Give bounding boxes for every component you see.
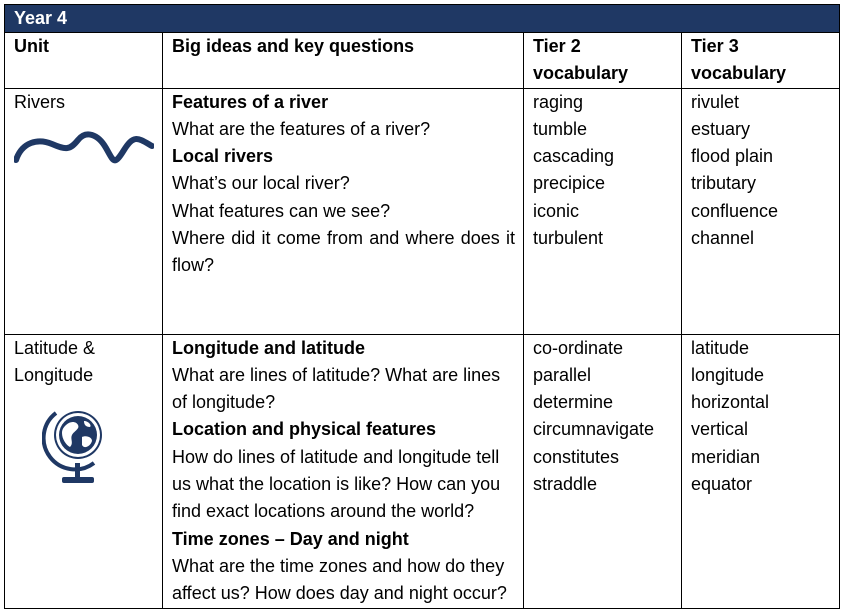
tier3-word: horizontal [691, 392, 770, 413]
unit-label: Longitude [14, 364, 94, 385]
title-row [5, 5, 840, 33]
tier3-word: latitude [691, 337, 750, 358]
unit-cell [5, 334, 163, 608]
tier2-word: constitutes [533, 446, 620, 467]
idea-heading: Local rivers [172, 146, 274, 167]
tier3-word: tributary [691, 173, 757, 194]
tier3-word: longitude [691, 364, 765, 385]
idea-question: What are the features of a river? [172, 118, 431, 139]
tier2-cell [524, 88, 682, 334]
idea-question: What features can we see? [172, 200, 391, 221]
header-row [5, 33, 840, 89]
tier3-word: estuary [691, 118, 751, 139]
big-ideas-cell [163, 334, 524, 608]
tier2-word: turbulent [533, 228, 604, 249]
unit-cell [5, 88, 163, 334]
tier3-word: flood plain [691, 146, 774, 167]
header-tier2: Tier 2 vocabulary [524, 33, 682, 89]
table-title: Year 4 [5, 5, 840, 33]
idea-heading: Location and physical features [172, 419, 437, 440]
tier2-word: iconic [533, 200, 580, 221]
tier2-word: precipice [533, 173, 606, 194]
idea-heading: Time zones – Day and night [172, 528, 409, 549]
tier2-word: straddle [533, 474, 598, 495]
tier2-word: tumble [533, 118, 588, 139]
big-ideas-cell [163, 88, 524, 334]
globe-icon [42, 401, 112, 489]
tier3-word: meridian [691, 446, 761, 467]
unit-label: Rivers [14, 91, 66, 112]
table-row [5, 334, 840, 608]
tier3-cell [682, 334, 840, 608]
idea-question: What are lines of latitude? What are lines of longitude? [172, 364, 501, 413]
tier2-word: cascading [533, 146, 615, 167]
idea-heading: Features of a river [172, 91, 329, 112]
tier3-word: rivulet [691, 91, 740, 112]
tier2-word: determine [533, 392, 614, 413]
river-icon [14, 128, 154, 168]
unit-label: Latitude & [14, 337, 96, 358]
year4-vocabulary-table [4, 4, 840, 609]
idea-question: Where did it come from and where does it flow? [172, 228, 515, 276]
table-row [5, 88, 840, 334]
tier3-word: channel [691, 228, 755, 249]
tier3-cell [682, 88, 840, 334]
tier2-word: co-ordinate [533, 337, 624, 358]
tier2-word: circumnavigate [533, 419, 655, 440]
idea-question: How do lines of latitude and longitude tell us what the location is like? How can you find exact locations around the world? [172, 446, 501, 522]
tier2-word: raging [533, 91, 584, 112]
tier3-word: vertical [691, 419, 749, 440]
tier2-cell [524, 334, 682, 608]
header-big-ideas: Big ideas and key questions [163, 33, 524, 89]
tier3-word: confluence [691, 200, 779, 221]
tier2-word: parallel [533, 364, 592, 385]
tier3-word: equator [691, 474, 753, 495]
header-tier3: Tier 3 vocabulary [682, 33, 840, 89]
idea-heading: Longitude and latitude [172, 337, 365, 358]
vocabulary-table-container [4, 4, 839, 609]
header-unit: Unit [5, 33, 163, 89]
idea-question: What’s our local river? [172, 173, 350, 194]
idea-question: What are the time zones and how do they affect us? How does day and night occur? [172, 555, 507, 604]
